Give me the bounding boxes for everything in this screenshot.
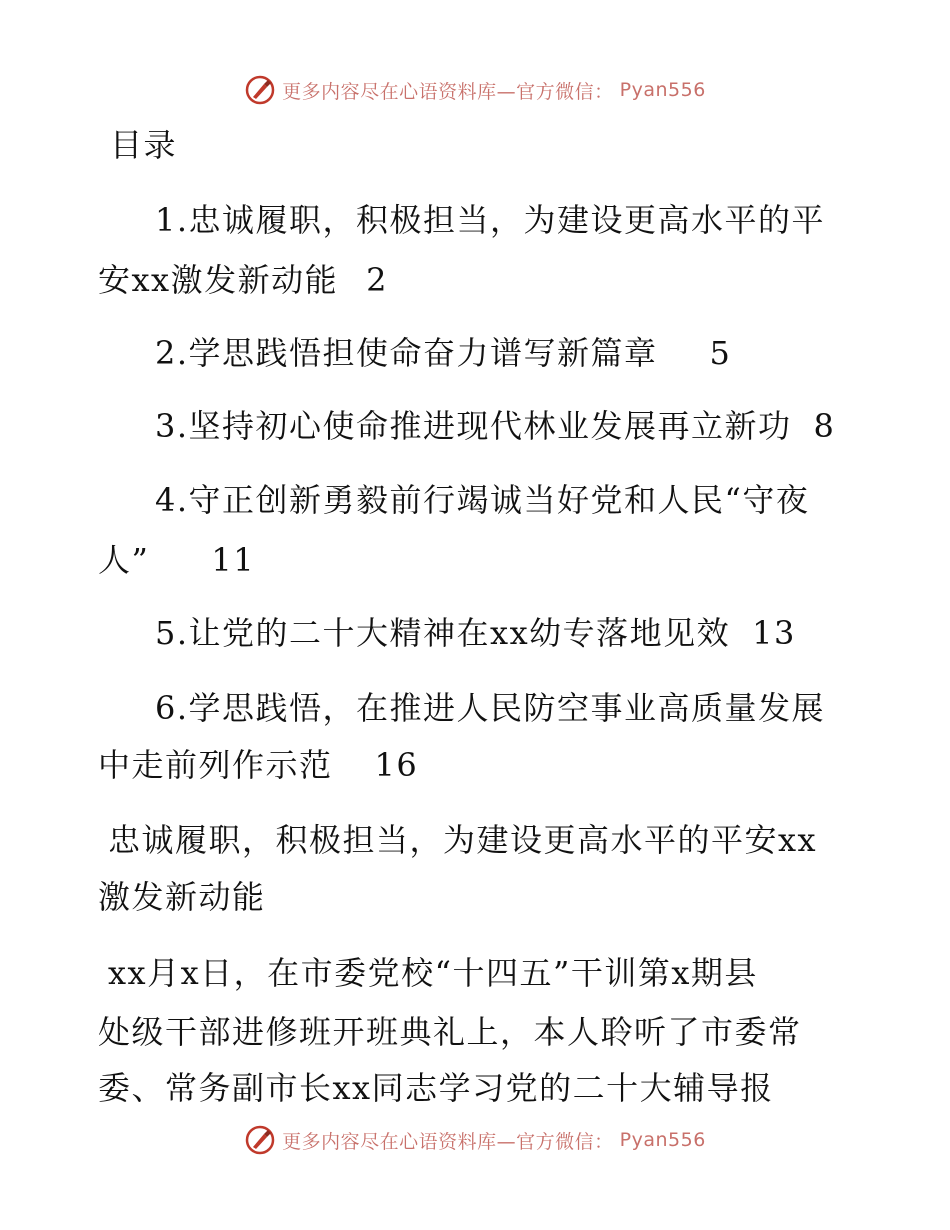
toc-entry-3-text: 3.坚持初心使命推进现代林业发展再立新功 bbox=[155, 407, 792, 445]
watermark-wechat-id: Pyan556 bbox=[619, 1129, 706, 1151]
toc-title: 目录 bbox=[110, 126, 178, 164]
watermark-text: 更多内容尽在心语资料库—官方微信： bbox=[282, 1130, 614, 1153]
article-paragraph-line-1: xx月x日，在市委党校“十四五”干训第x期县 bbox=[108, 954, 758, 992]
watermark-banner-top bbox=[0, 70, 950, 110]
toc-entry-6-text: 6.学思践悟，在推进人民防空事业高质量发展 bbox=[155, 689, 826, 727]
toc-entry-4[interactable] bbox=[155, 480, 809, 520]
toc-entry-6[interactable] bbox=[155, 688, 825, 728]
watermark-text: 更多内容尽在心语资料库—官方微信： bbox=[282, 80, 614, 103]
article-paragraph-line-3: 委、常务副市长xx同志学习党的二十大辅导报 bbox=[98, 1069, 774, 1107]
toc-entry-1-text-cont: 安xx激发新动能 bbox=[98, 261, 339, 299]
toc-entry-1[interactable] bbox=[155, 200, 825, 240]
article-paragraph-line-2: 处级干部进修班开班典礼上，本人聆听了市委常 bbox=[98, 1013, 802, 1051]
toc-entry-1-page: 2 bbox=[366, 261, 388, 299]
pen-nib-circle-icon bbox=[244, 74, 276, 106]
pen-nib-circle-icon bbox=[244, 1124, 276, 1156]
toc-entry-1-cont[interactable] bbox=[98, 260, 388, 300]
article-title: 忠诚履职，积极担当，为建设更高水平的平安xx bbox=[108, 821, 818, 859]
toc-entry-6-page: 16 bbox=[374, 746, 419, 784]
toc-entry-4-cont[interactable] bbox=[98, 540, 255, 580]
watermark-banner-bottom bbox=[0, 1120, 950, 1160]
toc-entry-2-page: 5 bbox=[709, 334, 732, 372]
toc-entry-6-text-cont: 中走前列作示范 bbox=[98, 746, 333, 784]
article-title-cont: 激发新动能 bbox=[98, 878, 266, 916]
toc-entry-1-text: 1.忠诚履职，积极担当，为建设更高水平的平 bbox=[155, 201, 826, 239]
toc-entry-4-text: 4.守正创新勇毅前行竭诚当好党和人民“守夜 bbox=[155, 481, 810, 519]
toc-entry-2[interactable] bbox=[155, 333, 731, 373]
toc-entry-3[interactable] bbox=[155, 406, 835, 446]
toc-entry-5-text: 5.让党的二十大精神在xx幼专落地见效 bbox=[155, 614, 731, 652]
toc-entry-5-page: 13 bbox=[752, 614, 796, 652]
toc-entry-3-page: 8 bbox=[813, 407, 836, 445]
toc-entry-2-text: 2.学思践悟担使命奋力谱写新篇章 bbox=[155, 334, 658, 372]
toc-entry-6-cont[interactable] bbox=[98, 745, 418, 785]
watermark-wechat-id: Pyan556 bbox=[619, 79, 706, 101]
toc-entry-4-page: 11 bbox=[211, 541, 256, 579]
toc-entry-5[interactable] bbox=[155, 613, 796, 653]
toc-entry-4-text-cont: 人” bbox=[98, 541, 150, 579]
